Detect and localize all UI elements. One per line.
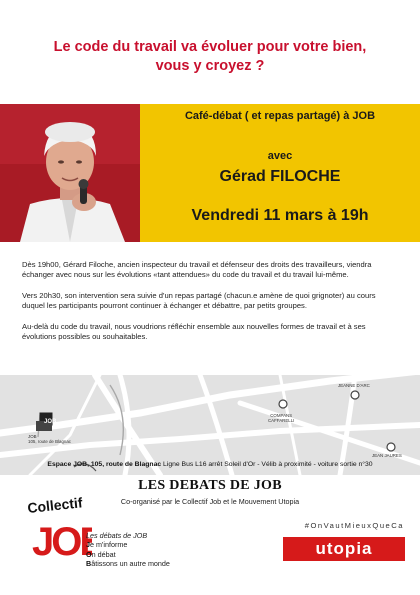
tagline-line-2	[86, 540, 170, 549]
map-label-jeanne-darc: JEANNE D'ARC	[338, 383, 370, 388]
tagline-line-3-text: n débat	[91, 549, 116, 559]
map-label-compans-1: COMPANS	[270, 413, 293, 418]
tagline-initial-j: J	[86, 540, 90, 550]
utopia-logo: utopia	[315, 539, 373, 558]
hashtag: #OnVautMieuxQueCa	[304, 521, 404, 530]
headline-line-1: Le code du travail va évoluer pour votre bien,	[53, 39, 367, 55]
description	[22, 260, 398, 352]
svg-text:Collectif: Collectif	[26, 497, 84, 516]
headline-line-2: vous y croyez ?	[155, 58, 265, 74]
tagline-line-3	[86, 550, 170, 559]
map-label-job	[28, 434, 71, 444]
address-venue: Espace JOB, 105, route de Blagnac	[47, 461, 162, 468]
address-transport: Ligne Bus L16 arrêt Soleil d'Or - Vélib à proximité - voiture sortie n°30	[161, 461, 373, 468]
tagline-line-4-text: âtissons un autre monde	[91, 558, 170, 568]
map-label-compans	[268, 413, 294, 423]
tagline-line-2-text: e m'informe	[90, 540, 128, 550]
map-label-jean-jaures: JEAN JAURES	[372, 453, 402, 458]
tagline-line-4	[86, 559, 170, 568]
event-subtitle: Café-débat ( et repas partagé) à JOB	[184, 110, 376, 122]
debats-title: LES DEBATS DE JOB	[138, 478, 282, 493]
event-date: Vendredi 11 mars à 19h	[191, 207, 369, 224]
svg-text:JOB: JO	[32, 520, 80, 561]
svg-text:JOB: JOB	[44, 419, 57, 425]
speaker-photo-illustration	[0, 104, 140, 242]
speaker-photo	[0, 104, 140, 242]
map-label-job-address: 105, route de Blagnac	[28, 439, 71, 444]
description-paragraph-1: Dès 19h00, Gérard Filoche, ancien inspecteur du travail et défenseur des droits des travailleurs, viendra échanger avec nous sur les évolutions «tant attendues» du code du travail et du travail lui-même.	[22, 260, 372, 280]
tagline-line-1: Les débats de JOB	[86, 531, 148, 540]
debats-subtitle: Co-organisé par le Collectif Job et le Mouvement Utopia	[120, 497, 300, 506]
location-map	[0, 375, 420, 475]
tagline	[86, 531, 170, 568]
map-label-job-name: JOB	[28, 434, 37, 439]
map-label-compans-2: CAFFARELLI	[268, 418, 295, 423]
description-paragraph-2: Vers 20h30, son intervention sera suivie d'un repas partagé (chacun.e amène de quoi grignoter) au cours duquel les participants pourront continuer à échanger et débattre, par petits groupes.	[22, 290, 376, 311]
address-line	[0, 461, 420, 468]
tagline-initial-o: O	[86, 549, 92, 559]
description-paragraph-3: Au-delà du code du travail, nous voudrions réfléchir ensemble aux nouvelles formes de travail et à ses évolutions possibles ou souhaitables.	[22, 321, 366, 342]
collectif-job-logo	[26, 497, 92, 561]
map-illustration	[0, 375, 420, 475]
speaker-name: Gérad FILOCHE	[219, 168, 341, 185]
tagline-initial-b: B	[86, 558, 92, 568]
collectif-job-logo-graphic	[26, 497, 92, 561]
event-avec: avec	[267, 150, 293, 162]
headline	[0, 38, 420, 76]
